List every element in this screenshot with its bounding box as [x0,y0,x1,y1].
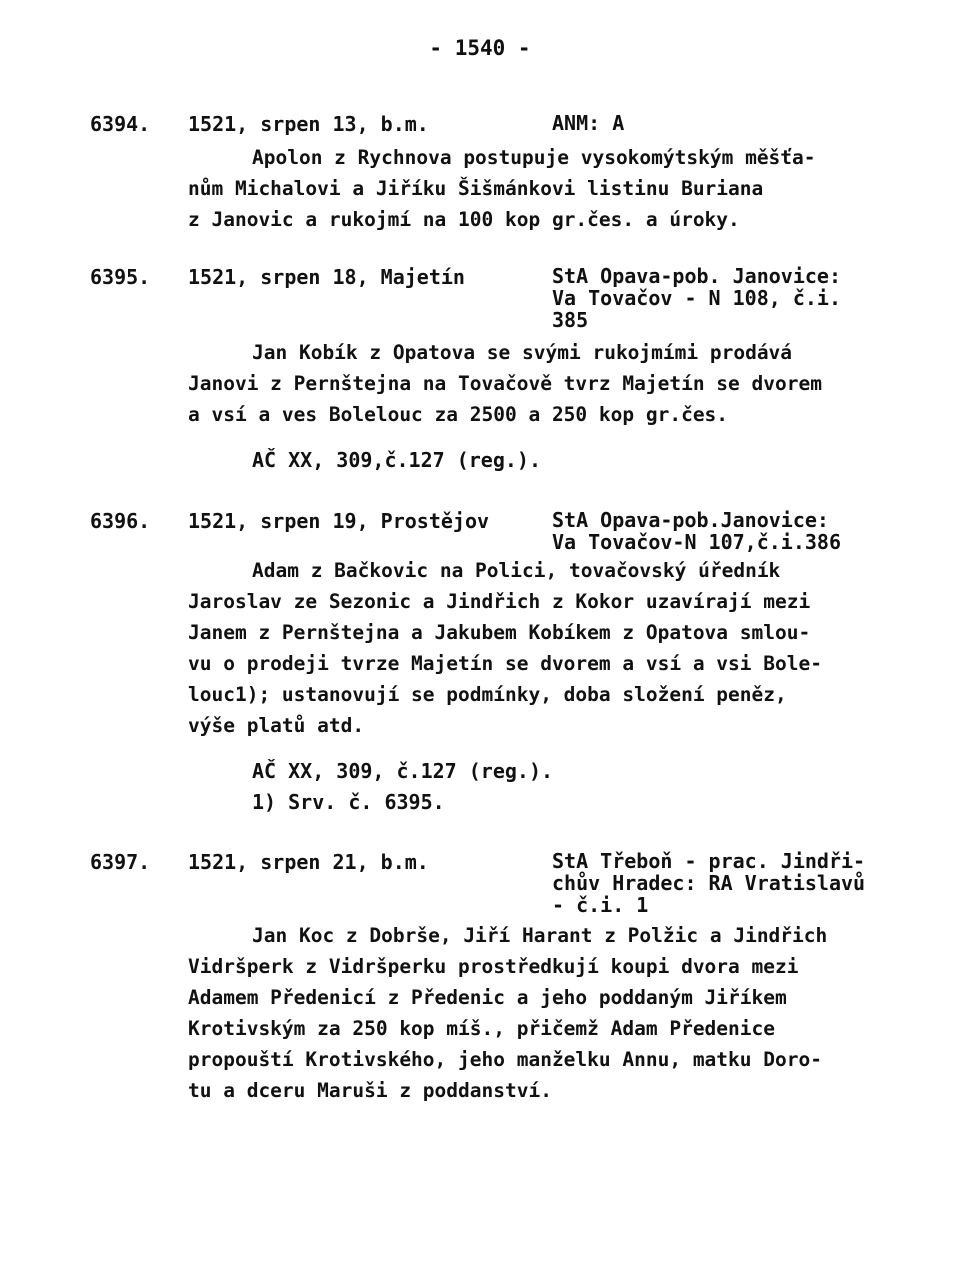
entry-source [552,509,841,553]
page-number: - 1540 - [429,36,531,60]
entry-text-line: louc1); ustanovují se podmínky, doba složení peněz, [188,683,787,706]
source-line: Va Tovačov - N 108, č.i. [552,286,841,310]
source-line: StA Opava-pob.Janovice: [552,508,829,532]
entry-source [552,850,865,916]
entry-reference: AČ XX, 309,č.127 (reg.). [252,448,541,472]
entry-text-line: Apolon z Rychnova postupuje vysokomýtským měšťa- [252,146,816,169]
entry-number: 6397. [90,850,151,874]
entry-text-line: nům Michalovi a Jiříku Šišmánkovi listinu Buriana [188,177,764,200]
entry-date: 1521, srpen 19, Prostějov [188,509,490,533]
entry-text-line: výše platů atd. [188,714,365,737]
entry-text-line: Vidršperk z Vidršperku prostředkují koupi dvora mezi [188,955,799,978]
entry-number: 6395. [90,265,151,289]
entry-date: 1521, srpen 18, Majetín [188,265,465,289]
entry-text-line: Krotivským za 250 kop míš., přičemž Adam Předenice [188,1017,775,1040]
entry-text-line: vu o prodeji tvrze Majetín se dvorem a vsí a vsi Bole- [188,652,822,675]
entry-date: 1521, srpen 21, b.m. [188,850,429,874]
source-line: 385 [552,308,589,332]
entry-text-line: Jan Koc z Dobrše, Jiří Harant z Polžic a Jindřich [252,924,828,947]
source-line: StA Třeboň - prac. Jindři- [552,849,866,873]
source-line: chův Hradec: RA Vratislavů [552,871,866,895]
entry-date: 1521, srpen 13, b.m. [188,112,429,136]
entry-text-line: Adam z Bačkovic na Polici, tovačovský úředník [252,559,781,582]
entry-footnote: 1) Srv. č. 6395. [252,790,445,814]
entry-number: 6396. [90,509,151,533]
entry-text-line: Adamem Předenicí z Předenic a jeho poddaným Jiříkem [188,986,787,1009]
source-line: ANM: A [552,111,625,135]
entry-number: 6394. [90,112,151,136]
entry-text-line: tu a dceru Maruši z poddanství. [188,1079,552,1102]
entry-text-line: Janovi z Pernštejna na Tovačově tvrz Majetín se dvorem [188,372,822,395]
entry-text-line: Jaroslav ze Sezonic a Jindřich z Kokor uzavírají mezi [188,590,811,613]
source-line: StA Opava-pob. Janovice: [552,264,841,288]
entry-text-line: Janem z Pernštejna a Jakubem Kobíkem z Opatova smlou- [188,621,811,644]
entry-reference: AČ XX, 309, č.127 (reg.). [252,759,554,783]
entry-text-line: a vsí a ves Bolelouc za 2500 a 250 kop gr.čes. [188,403,729,426]
entry-text-line: Jan Kobík z Opatova se svými rukojmími prodává [252,341,793,364]
entry-source [552,112,624,134]
entry-source [552,265,841,331]
source-line: Va Tovačov-N 107,č.i.386 [552,530,841,554]
entry-text-line: z Janovic a rukojmí na 100 kop gr.čes. a úroky. [188,208,740,231]
source-line: - č.i. 1 [552,893,649,917]
entry-text-line: propouští Krotivského, jeho manželku Annu, matku Doro- [188,1048,822,1071]
